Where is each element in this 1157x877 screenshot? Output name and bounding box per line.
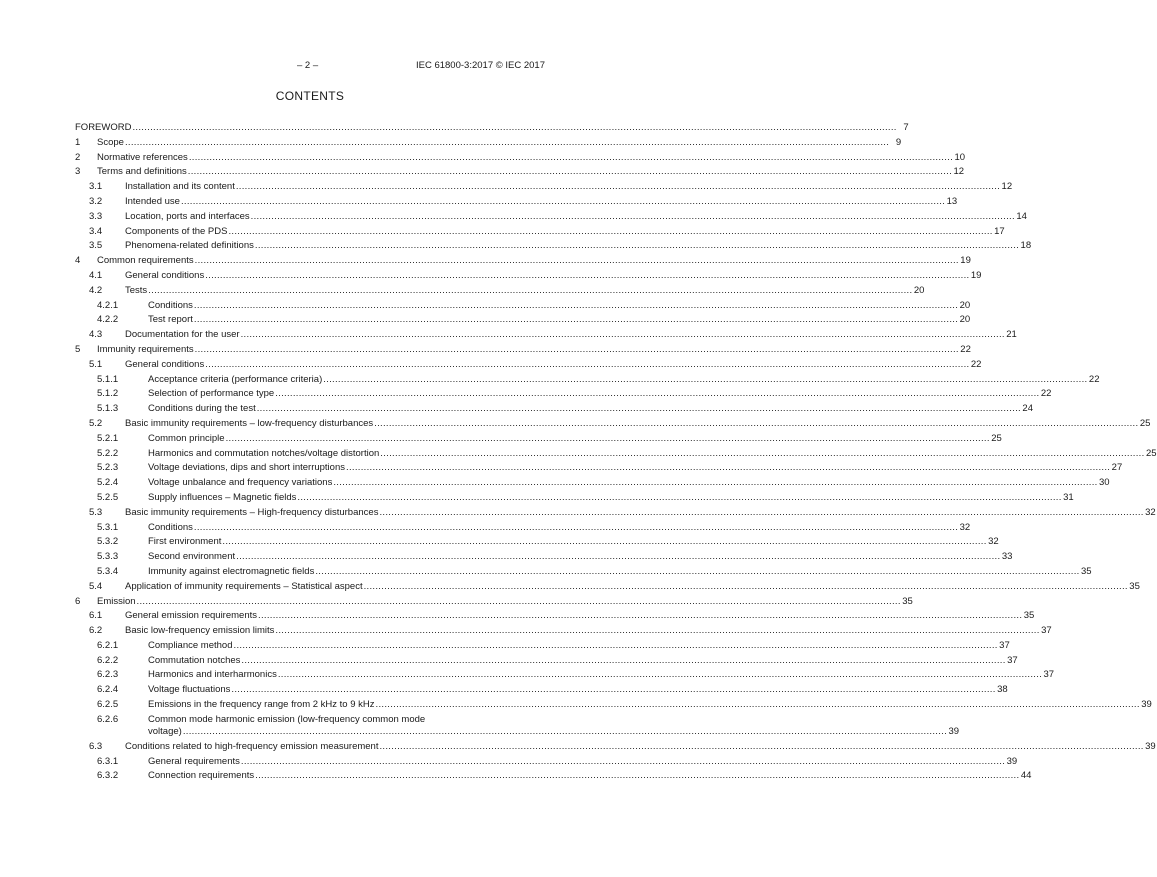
dot-leader: .................................................................................................................................................................................................................................................................... xyxy=(193,314,959,326)
toc-entry-title: Supply influences – Magnetic fields xyxy=(148,491,297,503)
toc-entry-number: 6.1 xyxy=(89,610,103,622)
dot-leader: .................................................................................................................................................................................................................................................................... xyxy=(225,432,990,444)
toc-entry[interactable] xyxy=(75,755,1018,771)
toc-entry-page: 37 xyxy=(1043,669,1055,681)
toc-entry[interactable] xyxy=(75,595,913,611)
dot-leader: .................................................................................................................................................................................................................................................................... xyxy=(363,580,1128,592)
toc-entry-title: Commutation notches xyxy=(148,654,241,666)
toc-entry-title: Voltage unbalance and frequency variations xyxy=(148,477,333,489)
toc-entry[interactable] xyxy=(75,580,1140,596)
toc-entry-page: 35 xyxy=(1129,580,1140,592)
toc-entry[interactable] xyxy=(75,684,1008,699)
toc-entry-number: 5.2 xyxy=(89,417,103,429)
toc-entry[interactable] xyxy=(75,329,1017,344)
toc-entry-page: 22 xyxy=(960,343,971,355)
dot-leader: .................................................................................................................................................................................................................................................................... xyxy=(256,403,1021,415)
toc-entry-page: 20 xyxy=(913,284,925,296)
toc-entry[interactable] xyxy=(75,521,971,537)
toc-entry-line xyxy=(148,654,1018,666)
toc-entry-line xyxy=(97,343,971,355)
toc-entry-number: 5.2.5 xyxy=(97,491,119,503)
toc-entry-number: 6.3.1 xyxy=(97,755,119,767)
dot-leader: .................................................................................................................................................................................................................................................................... xyxy=(254,240,1020,252)
toc-entry-number: 6.2.6 xyxy=(97,713,119,725)
toc-entry-page: 32 xyxy=(1145,506,1156,518)
dot-leader: .................................................................................................................................................................................................................................................................... xyxy=(380,447,1145,459)
toc-entry-page: 39 xyxy=(1006,755,1018,767)
toc-entry-title: Conditions during the test xyxy=(148,403,256,415)
toc-entry-title: Basic low-frequency emission limits xyxy=(125,625,275,637)
toc-entry-page: 25 xyxy=(1145,447,1157,459)
dot-leader: .................................................................................................................................................................................................................................................................... xyxy=(235,181,1001,193)
toc-entry-line xyxy=(148,770,1032,782)
toc-entry[interactable] xyxy=(75,358,982,374)
toc-entry-title: Basic immunity requirements – low-frequency disturbances xyxy=(125,417,374,429)
toc-entry-title: Installation and its content xyxy=(125,181,235,193)
toc-entry[interactable] xyxy=(75,195,958,211)
toc-entry[interactable] xyxy=(75,639,1010,655)
toc-entry-page: 10 xyxy=(954,151,966,163)
toc-entry[interactable] xyxy=(75,432,1002,448)
toc-entry-line xyxy=(125,417,1151,429)
toc-entry-page: 7 xyxy=(903,122,909,133)
toc-entry-number: 5.3.2 xyxy=(97,536,119,548)
toc-entry-number: 3.5 xyxy=(89,240,103,252)
toc-entry[interactable] xyxy=(75,240,1032,255)
toc-entry-line xyxy=(148,299,971,311)
dot-leader: .................................................................................................................................................................................................................................................................... xyxy=(228,225,993,237)
toc-entry-number: 4.2 xyxy=(89,284,103,296)
toc-entry-page: 21 xyxy=(1006,329,1017,341)
dot-leader: .................................................................................................................................................................................................................................................................... xyxy=(124,136,890,148)
toc-entry[interactable] xyxy=(75,417,1151,433)
standard-reference: IEC 61800-3:2017 © IEC 2017 xyxy=(415,60,545,71)
toc-entry-title: Normative references xyxy=(97,151,188,163)
toc-entry-number: 6.2.2 xyxy=(97,654,119,666)
toc-entry-page: 25 xyxy=(991,432,1002,444)
toc-entry-number: 5.3.1 xyxy=(97,521,119,533)
toc-entry-page: 38 xyxy=(997,684,1008,696)
page-title: CONTENTS xyxy=(275,89,345,103)
toc-entry-number: 5.2.1 xyxy=(97,432,119,444)
toc-entry[interactable] xyxy=(75,136,902,152)
toc-entry-line xyxy=(148,432,1002,444)
dot-leader: .................................................................................................................................................................................................................................................................... xyxy=(375,699,1140,711)
toc-entry-title: Terms and definitions xyxy=(97,166,187,178)
toc-entry[interactable] xyxy=(75,181,1013,196)
toc-entry-title: Conditions xyxy=(148,299,193,311)
toc-entry-title: Immunity requirements xyxy=(97,343,194,355)
toc-entry-line xyxy=(148,536,999,548)
toc-entry-page: 35 xyxy=(902,595,913,607)
toc-entry-line xyxy=(148,403,1033,415)
toc-entry-line xyxy=(125,225,1005,237)
toc-entry-page: 35 xyxy=(1023,610,1035,622)
toc-entry-number: 5.3.3 xyxy=(97,551,119,563)
toc-entry-title-continued: voltage) xyxy=(148,725,182,737)
toc-entry-number: 5.3 xyxy=(89,506,103,518)
toc-entry[interactable] xyxy=(75,388,1052,403)
dot-leader: .................................................................................................................................................................................................................................................................... xyxy=(182,725,948,737)
toc-entry-line xyxy=(125,506,1156,518)
dot-leader: .................................................................................................................................................................................................................................................................... xyxy=(194,255,959,267)
toc-entry-line xyxy=(125,195,958,207)
toc-entry[interactable] xyxy=(75,314,971,329)
toc-entry-line xyxy=(125,329,1017,341)
toc-entry-number: 6.3 xyxy=(89,740,103,752)
toc-entry-title: Emission xyxy=(97,595,136,607)
toc-entry-number: 6.2.5 xyxy=(97,699,119,711)
toc-entry[interactable] xyxy=(75,447,1157,463)
toc-entry[interactable] xyxy=(75,625,1052,640)
toc-entry[interactable] xyxy=(75,122,909,137)
toc-entry-line xyxy=(125,740,1156,752)
toc-entry-line xyxy=(148,373,1100,385)
toc-entry-line xyxy=(97,166,965,178)
dot-leader: .................................................................................................................................................................................................................................................................... xyxy=(205,358,970,370)
toc-entry-page: 19 xyxy=(960,255,971,267)
toc-entry[interactable] xyxy=(75,770,1032,785)
toc-entry-page: 20 xyxy=(959,299,971,311)
toc-entry-line xyxy=(125,625,1052,637)
toc-entry-page: 12 xyxy=(953,166,965,178)
toc-entry[interactable] xyxy=(75,491,1074,507)
toc-entry[interactable] xyxy=(75,403,1033,418)
toc-entry-number: 5 xyxy=(75,343,81,355)
toc-entry-title: Tests xyxy=(125,284,148,296)
dot-leader: .................................................................................................................................................................................................................................................................... xyxy=(193,521,959,533)
toc-entry-line xyxy=(125,358,982,370)
toc-entry-line xyxy=(148,669,1055,681)
toc-entry[interactable] xyxy=(75,343,971,359)
toc-entry-page: 25 xyxy=(1139,417,1151,429)
dot-leader: .................................................................................................................................................................................................................................................................... xyxy=(187,166,953,178)
toc-entry-title: Compliance method xyxy=(148,639,233,651)
toc-entry[interactable] xyxy=(75,373,1100,389)
dot-leader: .................................................................................................................................................................................................................................................................... xyxy=(379,506,1144,518)
dot-leader: .................................................................................................................................................................................................................................................................... xyxy=(236,551,1001,563)
dot-leader: .................................................................................................................................................................................................................................................................... xyxy=(188,151,954,163)
dot-leader: .................................................................................................................................................................................................................................................................... xyxy=(240,329,1005,341)
toc-entry-page: 31 xyxy=(1063,491,1074,503)
toc-entry-title: Location, ports and interfaces xyxy=(125,210,250,222)
toc-entry-page: 30 xyxy=(1099,477,1110,489)
toc-entry[interactable] xyxy=(75,166,965,181)
toc-entry[interactable] xyxy=(75,284,925,300)
toc-entry-number: 4.2.1 xyxy=(97,299,119,311)
toc-entry[interactable] xyxy=(75,299,971,315)
toc-entry-line xyxy=(148,699,1152,711)
toc-entry-line xyxy=(125,181,1013,193)
dot-leader: .................................................................................................................................................................................................................................................................... xyxy=(148,284,913,296)
toc-entry-title: Selection of performance type xyxy=(148,388,275,400)
toc-entry-line xyxy=(148,314,971,326)
toc-entry-title: Harmonics and commutation notches/voltage distortion xyxy=(148,447,380,459)
toc-entry[interactable] xyxy=(75,536,999,551)
toc-entry-page: 37 xyxy=(1007,654,1018,666)
toc-entry-page: 32 xyxy=(959,521,971,533)
toc-entry-number: 4 xyxy=(75,255,81,267)
toc-entry-number: 6.2.1 xyxy=(97,639,119,651)
toc-entry[interactable] xyxy=(75,565,1092,581)
toc-entry[interactable] xyxy=(75,669,1055,684)
toc-entry-title: Connection requirements xyxy=(148,770,255,782)
toc-entry-title: Components of the PDS xyxy=(125,225,228,237)
toc-entry-page: 27 xyxy=(1111,462,1123,474)
toc-entry-title: Application of immunity requirements – Statistical aspect xyxy=(125,580,363,592)
dot-leader: .................................................................................................................................................................................................................................................................... xyxy=(222,536,987,548)
toc-entry-number: 4.2.2 xyxy=(97,314,119,326)
toc-entry-title: Harmonics and interharmonics xyxy=(148,669,277,681)
dot-leader: .................................................................................................................................................................................................................................................................... xyxy=(277,669,1043,681)
toc-entry[interactable] xyxy=(75,269,982,285)
toc-entry-line xyxy=(148,725,960,737)
toc-entry-page: 44 xyxy=(1020,770,1032,782)
toc-entry-title: General requirements xyxy=(148,755,240,767)
dot-leader: .................................................................................................................................................................................................................................................................... xyxy=(180,195,946,207)
dot-leader: .................................................................................................................................................................................................................................................................... xyxy=(240,755,1006,767)
toc-entry-title: Second environment xyxy=(148,551,236,563)
toc-entry[interactable] xyxy=(75,699,1152,714)
toc-entry-number: 6.2.3 xyxy=(97,669,119,681)
toc-entry-title: Acceptance criteria (performance criteria) xyxy=(148,373,323,385)
dot-leader: .................................................................................................................................................................................................................................................................... xyxy=(132,122,897,133)
toc-entry-number: 5.4 xyxy=(89,580,103,592)
toc-entry-number: 5.2.4 xyxy=(97,477,119,489)
toc-entry-title: Conditions xyxy=(148,521,193,533)
toc-entry-title: General conditions xyxy=(125,358,205,370)
toc-entry-line xyxy=(97,595,913,607)
toc-entry[interactable] xyxy=(75,740,1156,756)
toc-entry-page: 24 xyxy=(1022,403,1033,415)
toc-entry-line xyxy=(125,580,1140,592)
toc-entry-page: 32 xyxy=(988,536,999,548)
toc-entry[interactable] xyxy=(75,462,1123,477)
toc-entry[interactable] xyxy=(75,210,1027,226)
dot-leader: .................................................................................................................................................................................................................................................................... xyxy=(193,299,959,311)
toc-entry-line xyxy=(148,477,1110,489)
toc-entry-page: 19 xyxy=(970,269,982,281)
toc-entry-number: 5.1.1 xyxy=(97,373,119,385)
toc-entry-line xyxy=(148,388,1052,400)
toc-entry-number: 2 xyxy=(75,151,81,163)
toc-entry-title: First environment xyxy=(148,536,222,548)
dot-leader: .................................................................................................................................................................................................................................................................... xyxy=(255,770,1020,782)
toc-entry-page: 37 xyxy=(1041,625,1052,637)
dot-leader: .................................................................................................................................................................................................................................................................... xyxy=(275,625,1040,637)
toc-entry-title: General emission requirements xyxy=(125,610,258,622)
toc-entry-number: 3.2 xyxy=(89,195,103,207)
toc-entry-line xyxy=(125,210,1027,222)
toc-entry-page: 35 xyxy=(1081,565,1092,577)
dot-leader: .................................................................................................................................................................................................................................................................... xyxy=(194,343,959,355)
toc-entry-number: 5.3.4 xyxy=(97,565,119,577)
toc-entry-number: 3 xyxy=(75,166,81,178)
toc-entry-line xyxy=(125,240,1032,252)
toc-entry[interactable] xyxy=(75,225,1005,241)
toc-entry-page: 22 xyxy=(1088,373,1100,385)
toc-entry-page: 39 xyxy=(1145,740,1156,752)
toc-entry-line xyxy=(148,491,1074,503)
toc-entry-number: 6.2.4 xyxy=(97,684,119,696)
toc-entry-page: 13 xyxy=(946,195,958,207)
toc-entry[interactable] xyxy=(75,255,971,270)
dot-leader: .................................................................................................................................................................................................................................................................... xyxy=(231,684,996,696)
toc-entry-page: 37 xyxy=(999,639,1010,651)
toc-entry-page: 33 xyxy=(1001,551,1013,563)
dot-leader: .................................................................................................................................................................................................................................................................... xyxy=(136,595,901,607)
toc-entry-title: Scope xyxy=(97,136,124,148)
toc-entry-line xyxy=(148,684,1008,696)
toc-entry-line xyxy=(125,269,982,281)
toc-entry-line xyxy=(148,447,1157,459)
toc-entry-line xyxy=(97,151,966,163)
toc-entry-page: 39 xyxy=(948,725,960,737)
toc-entry-title: Emissions in the frequency range from 2 kHz to 9 kHz xyxy=(148,699,375,711)
dot-leader: .................................................................................................................................................................................................................................................................... xyxy=(205,269,970,281)
toc-entry-title: General conditions xyxy=(125,269,205,281)
toc-entry-page: 17 xyxy=(994,225,1005,237)
toc-entry-title: Common principle xyxy=(148,432,225,444)
toc-entry[interactable] xyxy=(75,713,960,741)
toc-entry-line xyxy=(97,255,971,267)
toc-entry[interactable] xyxy=(75,506,1156,522)
toc-entry-page: 12 xyxy=(1001,181,1013,193)
dot-leader: .................................................................................................................................................................................................................................................................... xyxy=(323,373,1088,385)
dot-leader: .................................................................................................................................................................................................................................................................... xyxy=(333,477,1098,489)
dot-leader: .................................................................................................................................................................................................................................................................... xyxy=(346,462,1111,474)
table-of-contents xyxy=(75,122,1157,785)
toc-entry[interactable] xyxy=(75,610,1035,625)
toc-entry-number: 4.3 xyxy=(89,329,103,341)
toc-entry-line xyxy=(148,565,1092,577)
toc-entry-line xyxy=(148,755,1018,767)
toc-entry-page: 22 xyxy=(1040,388,1052,400)
page-number: – 2 – xyxy=(297,60,319,71)
toc-entry-number: 5.1 xyxy=(89,358,103,370)
toc-entry-line xyxy=(125,284,925,296)
toc-entry-number: 5.2.3 xyxy=(97,462,119,474)
dot-leader: .................................................................................................................................................................................................................................................................... xyxy=(258,610,1023,622)
toc-entry-number: 3.3 xyxy=(89,210,103,222)
dot-leader: .................................................................................................................................................................................................................................................................... xyxy=(374,417,1139,429)
toc-entry[interactable] xyxy=(75,551,1013,566)
toc-entry-title: Voltage deviations, dips and short interruptions xyxy=(148,462,345,474)
toc-entry-number: 3.4 xyxy=(89,225,103,237)
toc-entry-number: 3.1 xyxy=(89,181,103,193)
toc-entry-page: 14 xyxy=(1016,210,1027,222)
toc-entry-line xyxy=(148,639,1010,651)
toc-entry-line xyxy=(125,610,1035,622)
toc-entry-title: Phenomena-related definitions xyxy=(125,240,254,252)
dot-leader: .................................................................................................................................................................................................................................................................... xyxy=(297,491,1062,503)
toc-entry-line xyxy=(97,136,902,148)
toc-entry[interactable] xyxy=(75,477,1110,492)
toc-entry-number: 5.2.2 xyxy=(97,447,119,459)
toc-entry-title: Test report xyxy=(148,314,193,326)
toc-entry-page: 18 xyxy=(1020,240,1032,252)
toc-entry-number: 5.1.2 xyxy=(97,388,119,400)
dot-leader: .................................................................................................................................................................................................................................................................... xyxy=(379,740,1144,752)
toc-entry[interactable] xyxy=(75,654,1018,670)
toc-entry-number: 1 xyxy=(75,136,81,148)
toc-entry-title: Intended use xyxy=(125,195,180,207)
dot-leader: .................................................................................................................................................................................................................................................................... xyxy=(275,388,1040,400)
toc-entry-number: 5.1.3 xyxy=(97,403,119,415)
toc-entry-page: 22 xyxy=(970,358,982,370)
toc-entry-page: 39 xyxy=(1141,699,1152,711)
dot-leader: .................................................................................................................................................................................................................................................................... xyxy=(233,639,998,651)
toc-entry-number: 6 xyxy=(75,595,81,607)
dot-leader: .................................................................................................................................................................................................................................................................... xyxy=(315,565,1080,577)
toc-entry-number: 6.2 xyxy=(89,625,103,637)
toc-entry-title: Voltage fluctuations xyxy=(148,684,231,696)
toc-entry-title: Basic immunity requirements – High-frequency disturbances xyxy=(125,506,379,518)
toc-entry-number: 6.3.2 xyxy=(97,770,119,782)
toc-entry-title: Documentation for the user xyxy=(125,329,240,341)
page-header xyxy=(0,60,620,74)
toc-entry-title: FOREWORD xyxy=(75,122,132,133)
toc-entry-page: 9 xyxy=(895,136,902,148)
toc-entry-line xyxy=(148,462,1123,474)
toc-entry[interactable] xyxy=(75,151,966,167)
toc-entry-title: Conditions related to high-frequency emission measurement xyxy=(125,740,379,752)
toc-entry-line xyxy=(75,122,909,133)
toc-entry-title: Common mode harmonic emission (low-frequency common mode xyxy=(148,713,426,725)
dot-leader: .................................................................................................................................................................................................................................................................... xyxy=(241,654,1006,666)
toc-entry-line xyxy=(148,521,971,533)
toc-entry-title: Immunity against electromagnetic fields xyxy=(148,565,315,577)
toc-entry-number: 4.1 xyxy=(89,269,103,281)
toc-entry-line xyxy=(148,551,1013,563)
toc-entry-page: 20 xyxy=(959,314,971,326)
toc-entry-title: Common requirements xyxy=(97,255,194,267)
dot-leader: .................................................................................................................................................................................................................................................................... xyxy=(250,210,1015,222)
